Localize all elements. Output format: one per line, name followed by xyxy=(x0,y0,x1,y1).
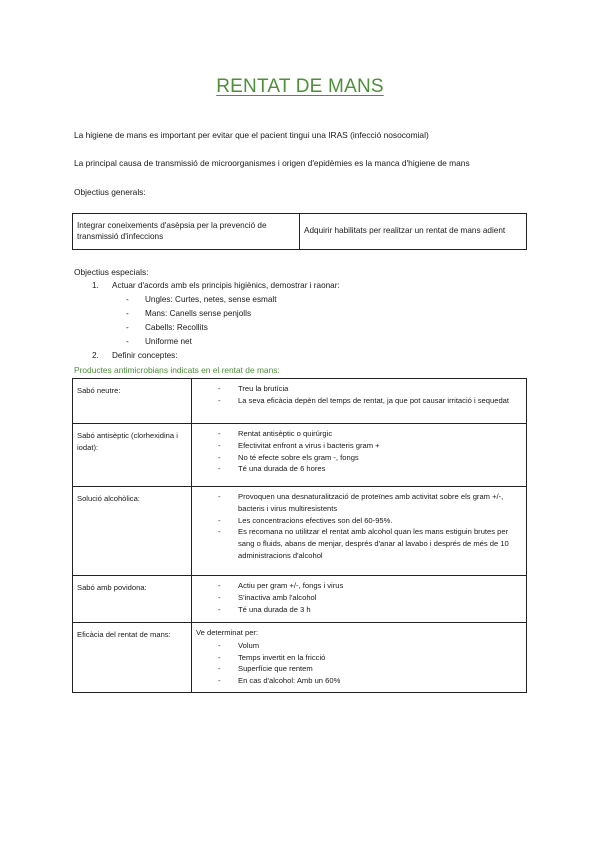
row-values xyxy=(192,576,527,623)
row-values xyxy=(192,487,527,576)
ordered-item-1 xyxy=(92,281,340,290)
objectius-especials-heading: Objectius especials: xyxy=(74,267,149,277)
productes-table xyxy=(72,378,527,693)
row-label: Sabó amb povidona: xyxy=(73,576,192,623)
item-number: 1. xyxy=(92,281,99,290)
dash-bullet: - xyxy=(126,309,129,318)
objectius-generals-table xyxy=(72,213,527,250)
sub-item-ungles xyxy=(126,295,277,304)
table-row xyxy=(73,576,527,623)
row-values xyxy=(192,623,527,693)
list-item: - Té una durada de 3 h xyxy=(218,604,311,614)
goal-right-cell: Adquirir habilitats per realitzar un rentat de mans adient xyxy=(300,214,527,250)
table-row xyxy=(73,379,527,424)
list-item: - Es recomana no utilitzar el rentat amb alcohol quan les mans estiguin brutes per sang o fluids, abans de menjar, després d'anar al lavabo i després de més de 10 administracions d'alcohol xyxy=(218,527,509,560)
list-item: - La seva eficàcia depèn del temps de rentat, ja que pot causar irritació i sequedat xyxy=(218,395,510,405)
list-item: - No té efecte sobre els gram -, fongs xyxy=(218,452,359,462)
list-item: - Treu la brutícia xyxy=(218,384,289,393)
sub-item-text: Mans: Canells sense penjolls xyxy=(145,309,252,318)
list-item: - Rentat antisèptic o quirúrgic xyxy=(218,429,333,438)
row-values xyxy=(192,379,527,424)
list-item: - Efectivitat enfront a virus i bacteris gram + xyxy=(218,440,380,450)
dash-bullet: - xyxy=(126,337,129,346)
objectius-generals-heading: Objectius generals: xyxy=(74,187,146,197)
list-item: - En cas d'alcohol: Amb un 60% xyxy=(218,676,341,686)
list-item: - Té una durada de 6 hores xyxy=(218,464,326,474)
intro-paragraph-1: La higiene de mans es important per evitar que el pacient tingui una IRAS (infecció nosocomial) xyxy=(74,130,429,140)
list-item: - Provoquen una desnaturalització de proteïnes amb activitat sobre els gram +/-, bacteris i virus multiresistents xyxy=(218,492,504,513)
table-row xyxy=(73,623,527,693)
row-label: Sabó antisèptic (clorhexidina i iodat): xyxy=(73,424,192,487)
row-label: Sabó neutre: xyxy=(73,379,192,424)
row-label: Eficàcia del rentat de mans: xyxy=(73,623,192,693)
item-text: Actuar d'acords amb els principis higiènics, demostrar i raonar: xyxy=(112,281,340,290)
list-item: - Volum xyxy=(218,640,260,650)
list-item: - Temps invertit en la fricció xyxy=(218,652,326,662)
row-values xyxy=(192,424,527,487)
row-label: Solució alcohòlica: xyxy=(73,487,192,576)
dash-bullet: - xyxy=(126,323,129,332)
ordered-item-2 xyxy=(92,351,178,360)
list-item: - Superfície que rentem xyxy=(218,664,313,674)
table-row xyxy=(73,424,527,487)
goal-left-cell: Integrar coneixements d'asèpsia per la prevenció de transmissió d'infeccions xyxy=(73,214,300,250)
page-title: RENTAT DE MANS xyxy=(216,76,384,97)
list-item: - Les concentracions efectives son del 60-95%. xyxy=(218,515,393,525)
table-row xyxy=(73,487,527,576)
sub-item-text: Uniforme net xyxy=(145,337,192,346)
sub-item-text: Ungles: Curtes, netes, sense esmalt xyxy=(145,295,277,304)
item-text: Definir conceptes: xyxy=(112,351,178,360)
sub-item-uniforme xyxy=(126,337,192,346)
list-item: - S'inactiva amb l'alcohol xyxy=(218,592,317,602)
dash-bullet: - xyxy=(126,295,129,304)
list-item: - Actiu per gram +/-, fongs i virus xyxy=(218,581,344,590)
sub-item-text: Cabells: Recollits xyxy=(145,323,208,332)
item-number: 2. xyxy=(92,351,99,360)
intro-paragraph-2: La principal causa de transmissió de microorganismes i origen d'epidèmies es la manca d'higiene de mans xyxy=(74,158,470,168)
sub-item-cabells xyxy=(126,323,208,332)
sub-item-mans xyxy=(126,309,251,318)
row-lead-text: Ve determinat per: xyxy=(196,628,259,637)
productes-heading: Productes antimicrobians indicats en el rentat de mans: xyxy=(74,365,280,375)
